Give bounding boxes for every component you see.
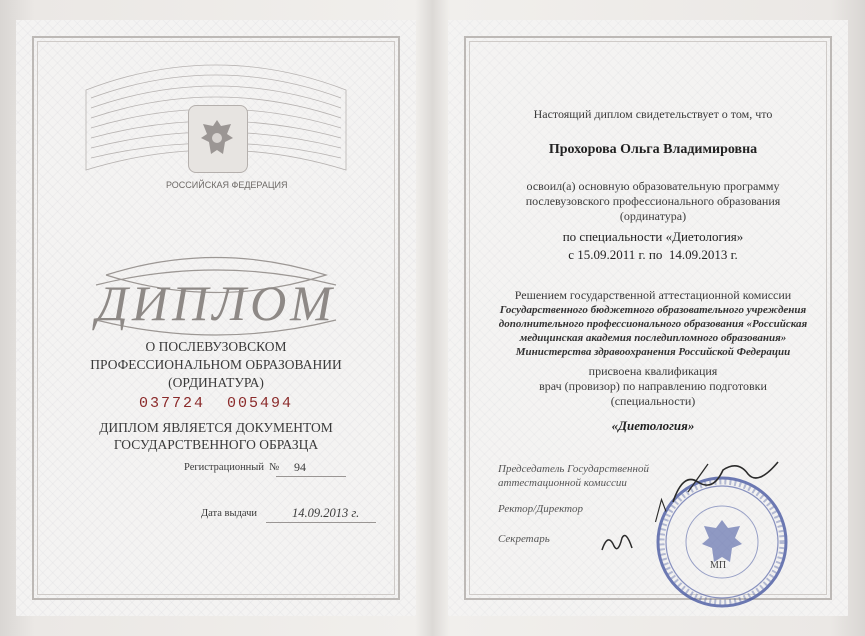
- commission-decision: Решением государственной аттестационной комиссии: [514, 288, 792, 302]
- registration-number: 94: [294, 460, 306, 474]
- chair-label-line-2: аттестационной комиссии: [498, 477, 627, 489]
- qualification-line-3: (специальности): [610, 394, 696, 408]
- subtitle-line-3: (ОРДИНАТУРА): [168, 375, 264, 390]
- program-line-2: послевузовского профессионального образования: [525, 194, 781, 208]
- secretary-label: Секретарь: [498, 533, 550, 545]
- serial-number: 037724 005494: [138, 395, 294, 412]
- intro-text: Настоящий диплом свидетельствует о том, что: [533, 107, 773, 121]
- chair-signature: [668, 452, 788, 512]
- chair-label-line-1: Председатель Государственной: [498, 463, 649, 475]
- qualification-line-2: врач (провизор) по направлению подготовки: [539, 379, 767, 393]
- rector-signature: [648, 490, 678, 530]
- subtitle-line-1: О ПОСЛЕВУЗОВСКОМ: [145, 339, 287, 354]
- statement-line-2: ГОСУДАРСТВЕННОГО ОБРАЗЦА: [113, 437, 319, 452]
- institution-line-2: дополнительного профессионального образования «Российская: [498, 318, 808, 330]
- diploma-cover-page: [16, 20, 416, 616]
- qualification-value: «Диетология»: [611, 418, 695, 433]
- program-line-3: (ординатура): [619, 209, 687, 223]
- specialty: по специальности «Диетология»: [562, 229, 744, 244]
- rector-label: Ректор/Директор: [498, 503, 584, 515]
- registration-underline: [276, 476, 346, 477]
- subtitle-line-2: ПРОФЕССИОНАЛЬНОМ ОБРАЗОВАНИИ: [90, 357, 342, 372]
- issue-date-label: Дата выдачи: [201, 508, 258, 519]
- program-line-1: освоил(а) основную образовательную программу: [526, 179, 780, 193]
- graduate-name: Прохорова Ольга Владимировна: [548, 142, 758, 157]
- country-banner: РОССИЙСКАЯ ФЕДЕРАЦИЯ: [166, 180, 288, 190]
- study-period: с 15.09.2011 г. по 14.09.2013 г.: [568, 247, 738, 262]
- diploma-title: ДИПЛОМ: [96, 275, 336, 331]
- double-headed-eagle-icon: [197, 112, 237, 164]
- institution-line-4: Министерства здравоохранения Российской Федерации: [515, 346, 791, 358]
- diploma-content-page: [448, 20, 848, 616]
- registration-label: Регистрационный №: [184, 462, 280, 473]
- institution-line-3: медицинская академия последипломного образования»: [519, 332, 787, 344]
- secretary-signature: [598, 528, 638, 558]
- qualification-line-1: присвоена квалификация: [588, 364, 718, 378]
- issue-date-underline: [266, 522, 376, 523]
- statement-line-1: ДИПЛОМ ЯВЛЯЕТСЯ ДОКУМЕНТОМ: [99, 420, 333, 435]
- issue-date-value: 14.09.2013 г.: [292, 506, 360, 520]
- stamp-mark: МП: [710, 560, 727, 571]
- institution-line-1: Государственного бюджетного образовательного учреждения: [499, 304, 807, 316]
